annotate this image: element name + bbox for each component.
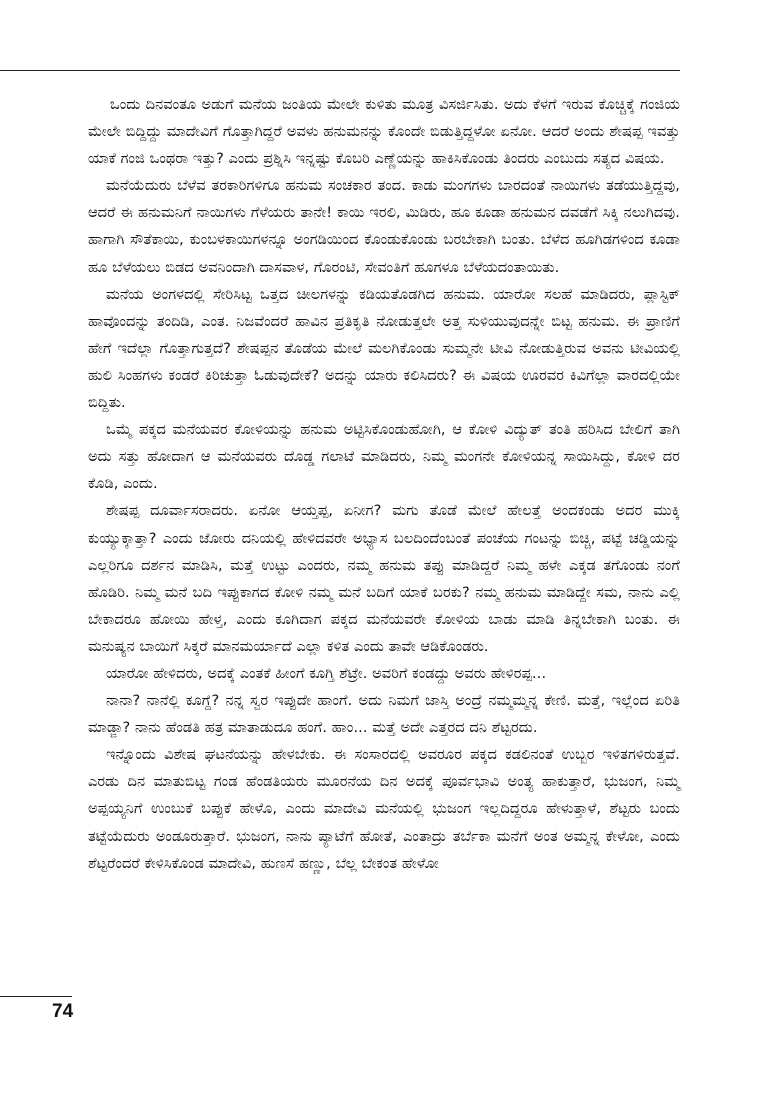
paragraph: ಮನೆಯೆದುರು ಬೆಳೆವ ತರಕಾರಿಗಳಿಗೂ ಹನುಮ ಸಂಚಕಾರ ತಂದ. ಕಾಡು ಮಂಗಗಳು ಬಾರದಂತೆ ನಾಯಿಗಳು ತಡೆಯುತ್ತಿದ್ದವು, ಆದರೆ ಈ ಹನುಮನಿಗೆ ನಾಯಿಗಳು ಗೆಳೆಯರು ತಾನೇ! ಕಾಯಿ ಇರಲಿ, ಮಿಡಿರು, ಹೂ ಕೂಡಾ ಹನುಮನ ದವಡೆಗೆ ಸಿಕ್ಕಿ ನಲುಗಿದವು. ಹಾಗಾಗಿ ಸೌತೆಕಾಯಿ, ಕುಂಬಳಕಾಯಿಗಳನ್ನೂ ಅಂಗಡಿಯಿಂದ ಕೊಂಡುಕೊಂಡು ಬರಬೇಕಾಗಿ ಬಂತು. ಬೆಳೆದ ಹೂಗಿಡಗಳಿಂದ ಕೂಡಾ ಹೂ ಬೆಳೆಯಲು ಬಿಡದ ಅವನಿಂದಾಗಿ ದಾಸವಾಳ, ಗೊರಂಟಿ, ಸೇವಂತಿಗೆ ಹೂಗಳೂ ಬೆಳೆಯದಂತಾಯಿತು.	[88, 178, 680, 276]
paragraph: ಒಂದು ದಿನವಂತೂ ಅಡುಗೆ ಮನೆಯ ಜಂತಿಯ ಮೇಲೇ ಕುಳಿತು ಮೂತ್ರ ವಿಸರ್ಜಿಸಿತು. ಅದು ಕೆಳಗೆ ಇರುವ ಕೊಚ್ಚಿಕ್ಕೆ ಗಂಜಿಯ ಮೇಲೇ ಬಿದ್ದಿದ್ದು ಮಾದೇವಿಗೆ ಗೊತ್ತಾಗಿದ್ದರೆ ಅವಳು ಹನುಮನನ್ನು ಕೊಂದೇ ಬಿಡುತ್ತಿದ್ದಳೋ ಏನೋ. ಆದರೆ ಅಂದು ಶೇಷಪ್ಪ ಇವತ್ತು ಯಾಕೆ ಗಂಜಿ ಒಂಥರಾ ಇತ್ತು? ಎಂದು ಪ್ರಶ್ನಿಸಿ ಇನ್ನಷ್ಟು ಕೊಬರಿ ಎಣ್ಣೆಯನ್ನು ಹಾಕಿಸಿಕೊಂಡು ತಿಂದರು ಎಂಬುದು ಸತ್ಯದ ವಿಷಯ.	[88, 97, 680, 168]
paragraph: ಇನ್ನೊಂದು ವಿಶೇಷ ಘಟನೆಯನ್ನು ಹೇಳಬೇಕು. ಈ ಸಂಸಾರದಲ್ಲಿ ಅವರೂರ ಪಕ್ಕದ ಕಡಲಿನಂತೆ ಉಬ್ಬರ ಇಳಿತಗಳಿರುತ್ತವೆ. ಎರಡು ದಿನ ಮಾತುಬಿಟ್ಟ ಗಂಡ ಹೆಂಡತಿಯರು ಮೂರನೆಯ ದಿನ ಅದಕ್ಕೆ ಪೂರ್ವಭಾವಿ ಅಂತ್ಯ ಹಾಕುತ್ತಾರೆ, ಭುಜಂಗ, ನಿಮ್ಮ ಅಪ್ಪಯ್ಯನಿಗೆ ಉಂಬುಕೆ ಬಪ್ಪುಕೆ ಹೇಳೊ, ಎಂದು ಮಾದೇವಿ ಮನೆಯಲ್ಲಿ ಭುಜಂಗ ಇಲ್ಲದಿದ್ದರೂ ಹೇಳುತ್ತಾಳೆ, ಶೆಟ್ಟರು ಬಂದು ತಟ್ಟೆಯೆದುರು ಅಂಡೂರುತ್ತಾರೆ. ಭುಜಂಗ, ನಾನು ಪ್ಯಾಟೆಗೆ ಹೋತೆ, ಎಂತಾದ್ರು ತರ್ಬೆಕಾ ಮನೆಗೆ ಅಂತ ಅಮ್ಮನ್ನ ಕೇಳೋ, ಎಂದು ಶೆಟ್ಟರೆಂದರೆ ಕೇಳಿಸಿಕೊಂಡ ಮಾದೇವಿ, ಹುಣಸೆ ಹಣ್ಣು, ಬೆಲ್ಲ ಬೇಕಂತ ಹೇಳೋ	[88, 747, 680, 872]
header-rule	[0, 70, 680, 71]
paragraph: ಯಾರೋ ಹೇಳಿದರು, ಅದಕ್ಕೆ ಎಂತಕೆ ಹೀಂಗೆ ಕೂಗ್ತಿ ಶೆಟ್ರೇ. ಅವರಿಗೆ ಕಂಡದ್ದು ಅವರು ಹೇಳಿರಪ್ಪ...	[106, 665, 547, 682]
body-text	[88, 92, 680, 878]
paragraph: ಮನೆಯ ಅಂಗಳದಲ್ಲಿ ಸೇರಿಸಿಟ್ಟ ಒತ್ತದ ಚೀಲಗಳನ್ನು ಕಡಿಯತೊಡಗಿದ ಹನುಮ. ಯಾರೋ ಸಲಹೆ ಮಾಡಿದರು, ಪ್ಲಾಸ್ಟಿಕ್ ಹಾವೊಂದನ್ನು ತಂದಿಡಿ, ಎಂತ. ನಿಜವೆಂದರೆ ಹಾವಿನ ಪ್ರತಿಕೃತಿ ನೋಡುತ್ತಲೇ ಅತ್ತ ಸುಳಿಯುವುದನ್ನೇ ಬಿಟ್ಟ ಹನುಮ. ಈ ಪ್ರಾಣಿಗೆ ಹೇಗೆ ಇದೆಲ್ಲಾ ಗೊತ್ತಾಗುತ್ತದೆ? ಶೇಷಪ್ಪನ ತೊಡೆಯ ಮೇಲೆ ಮಲಗಿಕೊಂಡು ಸುಮ್ಮನೇ ಟೀವಿ ನೋಡುತ್ತಿರುವ ಅವನು ಟೀವಿಯಲ್ಲಿ ಹುಲಿ ಸಿಂಹಗಳು ಕಂಡರೆ ಕಿರಿಚುತ್ತಾ ಓಡುವುದೇಕೆ? ಅದನ್ನು ಯಾರು ಕಲಿಸಿದರು? ಈ ವಿಷಯ ಊರವರ ಕಿವಿಗೆಲ್ಲಾ ವಾರದಲ್ಲಿಯೇ ಬಿದ್ದಿತು.	[88, 286, 680, 412]
page-number: 74	[52, 1001, 74, 1022]
paragraph: ಶೇಷಪ್ಪ ದೂರ್ವಾಸರಾದರು. ಏನೋ ಆಯ್ತಪ್ಪ, ಏನೀಗ? ಮಗು ತೊಡೆ ಮೇಲೆ ಹೇಲತ್ತೆ ಅಂದಕಂಡು ಅದರ ಮುಕ್ಕಿ ಕುಯ್ಯುಕ್ಕಾತ್ತಾ? ಎಂದು ಜೋರು ದನಿಯಲ್ಲಿ ಹೇಳಿದವರೇ ಅಭ್ಯಾಸ ಬಲದಿಂದೆಂಬಂತೆ ಪಂಚೆಯ ಗಂಟನ್ನು ಬಿಚ್ಚಿ, ಪಟ್ಟೆ ಚಡ್ಡಿಯನ್ನು ಎಲ್ಲರಿಗೂ ದರ್ಶನ ಮಾಡಿಸಿ, ಮತ್ತೆ ಉಟ್ಟು ಎಂದರು, ನಮ್ಮ ಹನುಮ ತಪ್ಪು ಮಾಡಿದ್ದರೆ ನಿಮ್ಮ ಹಳೇ ಎಕ್ಕಡ ತಗೊಂಡು ನಂಗೆ ಹೊಡಿರಿ. ನಿಮ್ಮ ಮನೆ ಬದಿ ಇಪ್ಪುಕಾಗದ ಕೋಳಿ ನಮ್ಮ ಮನೆ ಬದಿಗೆ ಯಾಕೆ ಬರಕು? ನಮ್ಮ ಹನುಮ ಮಾಡಿದ್ದೇ ಸಮ, ನಾನು ಎಲ್ಲಿ ಬೇಕಾದರೂ ಹೋಯಿ ಹೇಳ್ತ, ಎಂದು ಕೂಗಿದಾಗ ಪಕ್ಕದ ಮನೆಯವರೇ ಕೋಳಿಯ ಬಾಡು ಮಾಡಿ ತಿನ್ನಬೇಕಾಗಿ ಬಂತು. ಈ ಮನುಷ್ಯನ ಬಾಯಿಗೆ ಸಿಕ್ಕರೆ ಮಾನಮರ್ಯಾದೆ ಎಲ್ಲಾ ಕಳಿತ ಎಂದು ತಾವೇ ಆಡಿಕೊಂಡರು.	[88, 503, 680, 655]
footer-rule	[0, 996, 72, 997]
paragraph: ನಾನಾ? ನಾನೆಲ್ಲಿ ಕೂಗ್ದೆ? ನನ್ನ ಸ್ವರ ಇಪ್ಪುದೇ ಹಾಂಗೆ. ಅದು ನಿಮಗೆ ಜಾಸ್ತಿ ಅಂದ್ರೆ ನಮ್ಮಮ್ಮನ್ನ ಕೇಣಿ. ಮತ್ತೆ, ಇಲ್ಲೆಂದ ಏರಿತಿ ಮಾಡ್ಜಾ? ನಾನು ಹೆಂಡತಿ ಹತ್ರ ಮಾತಾಡುದೂ ಹಂಗೆ. ಹಾಂ... ಮತ್ತೆ ಅದೇ ಎತ್ತರದ ದನಿ ಶೆಟ್ಟರದು.	[88, 693, 680, 737]
paragraph: ಒಮ್ಮೆ ಪಕ್ಕದ ಮನೆಯವರ ಕೋಳಿಯನ್ನು ಹನುಮ ಅಟ್ಟಿಸಿಕೊಂಡುಹೋಗಿ, ಆ ಕೋಳಿ ವಿದ್ಯುತ್ ತಂತಿ ಹರಿಸಿದ ಬೇಲಿಗೆ ತಾಗಿ ಅದು ಸತ್ತು ಹೋದಾಗ ಆ ಮನೆಯವರು ದೊಡ್ಡ ಗಲಾಟೆ ಮಾಡಿದರು, ನಿಮ್ಮ ಮಂಗನೇ ಕೋಳಿಯನ್ನ ಸಾಯಿಸಿದ್ದು, ಕೋಳಿ ದರ ಕೊಡಿ, ಎಂದು.	[88, 422, 680, 493]
